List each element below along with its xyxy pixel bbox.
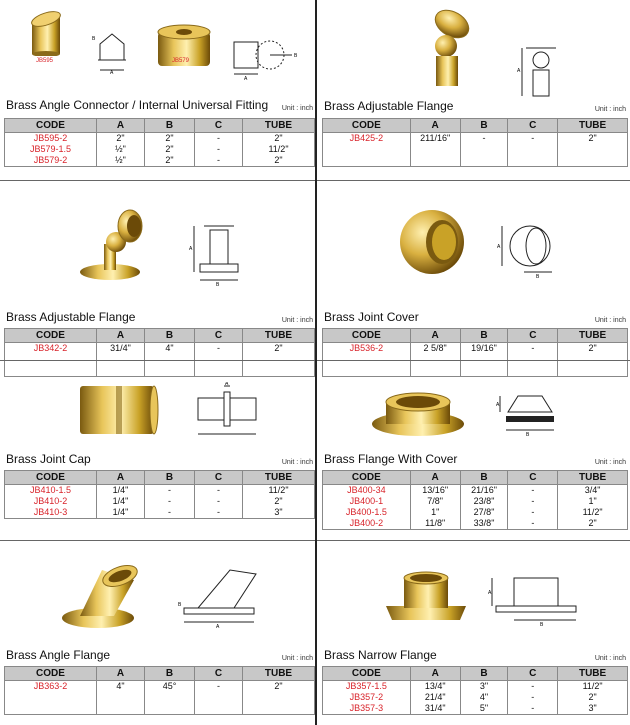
column-header-c: C (508, 667, 558, 681)
cell-a: 2 5/8" (410, 343, 460, 355)
jb595-photo (20, 6, 72, 56)
cell-tube: 1" (558, 496, 628, 507)
jb363-photo (58, 562, 158, 632)
cell-a: 7/8" (410, 496, 460, 507)
cell-a (410, 144, 460, 155)
section-divider (0, 540, 315, 541)
column-header-c: C (508, 119, 558, 133)
section-angle-connector (2, 0, 315, 180)
table-row (5, 681, 315, 693)
cell-b: 2" (145, 155, 195, 167)
table-header-row (5, 471, 315, 485)
cell-tube: 2" (558, 133, 628, 145)
section-title: Brass Flange With Cover (324, 452, 458, 466)
section-header (6, 98, 313, 112)
svg-text:A: A (488, 590, 492, 596)
column-divider (315, 0, 317, 725)
table-row (5, 144, 315, 155)
cell-a (97, 692, 145, 703)
column-header-a: A (410, 119, 460, 133)
cell-c: - (508, 485, 558, 497)
column-header-b: B (145, 667, 195, 681)
table-row (5, 485, 315, 497)
jb579-drawing (230, 34, 302, 80)
table-header-row (323, 471, 628, 485)
cell-a: ½" (97, 155, 145, 167)
table-header-row (323, 667, 628, 681)
section-angle-flange (2, 542, 315, 720)
jb357-drawing (488, 572, 584, 628)
section-title: Brass Adjustable Flange (324, 99, 454, 113)
table-row (5, 496, 315, 507)
svg-text:A: A (216, 624, 220, 630)
jb410-drawing (190, 382, 272, 444)
cell-c: - (195, 133, 243, 145)
jb595-caption: JB595 (36, 58, 54, 64)
table-row (323, 692, 628, 703)
cell-b (460, 155, 508, 167)
cell-b: 45° (145, 681, 195, 693)
jb536-drawing (496, 220, 566, 280)
cell-b: 27/8" (460, 507, 508, 518)
cell-tube: 3/4" (558, 485, 628, 497)
column-header-c: C (195, 329, 243, 343)
cell-b: - (145, 485, 195, 497)
cell-c (508, 155, 558, 167)
section-header (324, 98, 626, 113)
cell-tube: 2" (243, 343, 315, 355)
svg-text:B: B (536, 274, 540, 280)
cell-a (410, 155, 460, 167)
cell-b: 5" (460, 703, 508, 715)
section-header (324, 648, 626, 662)
section-joint-cap (2, 362, 315, 540)
section-title: Brass Angle Flange (6, 648, 111, 662)
unit-label: Unit : inch (594, 106, 626, 113)
section-joint-cover (320, 182, 628, 360)
cell-a: ½" (97, 144, 145, 155)
svg-text:B: B (294, 53, 298, 59)
cell-code (323, 155, 411, 167)
table-row (5, 343, 315, 355)
spec-table (322, 470, 628, 530)
cell-code: JB410-3 (5, 507, 97, 519)
cell-code: JB410-2 (5, 496, 97, 507)
cell-tube: 2" (243, 681, 315, 693)
cell-code (323, 144, 411, 155)
svg-text:A: A (244, 76, 248, 80)
spec-table (322, 118, 628, 167)
table-row (323, 343, 628, 355)
cell-c (195, 692, 243, 703)
table-row (323, 703, 628, 715)
cell-code: JB579-1.5 (5, 144, 97, 155)
column-header-a: A (410, 471, 460, 485)
unit-label: Unit : inch (594, 655, 626, 662)
cell-tube: 2" (558, 518, 628, 530)
column-header-c: C (195, 119, 243, 133)
svg-text:A: A (497, 244, 501, 250)
cell-b: - (145, 507, 195, 519)
column-header-b: B (460, 119, 508, 133)
svg-text:A: A (225, 382, 229, 387)
cell-code: JB357-1.5 (323, 681, 411, 693)
section-header (324, 452, 626, 466)
cell-c: - (195, 496, 243, 507)
svg-text:B: B (92, 36, 96, 42)
jb357-photo (380, 566, 472, 628)
column-header-tube: TUBE (558, 667, 628, 681)
column-header-a: A (97, 329, 145, 343)
cell-b: 3" (460, 681, 508, 693)
cell-c: - (508, 703, 558, 715)
jb342-drawing (188, 220, 248, 290)
cell-a: 21/4" (410, 692, 460, 703)
table-row (323, 496, 628, 507)
column-header-b: B (460, 471, 508, 485)
column-header-c: C (195, 667, 243, 681)
column-header-tube: TUBE (558, 119, 628, 133)
section-divider (317, 360, 630, 361)
cell-code: JB363-2 (5, 681, 97, 693)
cell-a: 1/4" (97, 507, 145, 519)
column-header-tube: TUBE (243, 471, 315, 485)
table-row (5, 507, 315, 519)
spec-table (4, 118, 315, 167)
cell-tube: 11/2" (243, 144, 315, 155)
cell-b: 4" (460, 692, 508, 703)
column-header-a: A (410, 329, 460, 343)
table-row (323, 507, 628, 518)
cell-tube: 2" (243, 496, 315, 507)
cell-c: - (195, 144, 243, 155)
section-narrow-flange (320, 542, 628, 720)
jb425-drawing (516, 42, 566, 102)
section-title: Brass Narrow Flange (324, 648, 437, 662)
cell-b: 2" (145, 144, 195, 155)
spec-table (4, 470, 315, 519)
cell-a: 1/4" (97, 485, 145, 497)
cell-code: JB400-1 (323, 496, 411, 507)
column-header-b: B (145, 119, 195, 133)
cell-tube: 2" (243, 155, 315, 167)
cell-code: JB536-2 (323, 343, 411, 355)
cell-a: 13/16" (410, 485, 460, 497)
jb595-drawing (88, 30, 138, 80)
cell-code: JB400-1.5 (323, 507, 411, 518)
cell-c: - (195, 507, 243, 519)
cell-c: - (195, 681, 243, 693)
column-header-tube: TUBE (558, 471, 628, 485)
cell-tube: 11/2" (243, 485, 315, 497)
table-row (323, 485, 628, 497)
cell-b (145, 692, 195, 703)
column-header-b: B (145, 329, 195, 343)
jb425-photo (418, 2, 478, 92)
cell-b (460, 144, 508, 155)
cell-b (145, 703, 195, 715)
section-title: Brass Joint Cover (324, 310, 419, 324)
cell-b: 19/16" (460, 343, 508, 355)
column-header-c: C (508, 471, 558, 485)
cell-b: 2" (145, 133, 195, 145)
section-title: Brass Joint Cap (6, 452, 91, 466)
cell-code: JB400-34 (323, 485, 411, 497)
section-title: Brass Adjustable Flange (6, 310, 136, 324)
unit-label: Unit : inch (281, 459, 313, 466)
unit-label: Unit : inch (281, 655, 313, 662)
table-header-row (323, 119, 628, 133)
section-adjustable-flange-2 (2, 182, 315, 360)
column-header-tube: TUBE (243, 119, 315, 133)
cell-a: 2" (97, 133, 145, 145)
section-divider (0, 360, 315, 361)
table-row (5, 133, 315, 145)
column-header-b: B (145, 471, 195, 485)
column-header-a: A (97, 667, 145, 681)
column-header-b: B (460, 667, 508, 681)
column-header-tube: TUBE (243, 329, 315, 343)
cell-a: 13/4" (410, 681, 460, 693)
section-flange-with-cover (320, 362, 628, 540)
section-header (6, 310, 313, 324)
section-header (6, 452, 313, 466)
unit-label: Unit : inch (281, 105, 313, 112)
cell-tube: 3" (558, 703, 628, 715)
svg-text:B: B (540, 622, 544, 628)
cell-b: 23/8" (460, 496, 508, 507)
column-header-tube: TUBE (558, 329, 628, 343)
column-header-a: A (97, 119, 145, 133)
table-header-row (5, 119, 315, 133)
cell-b: 33/8" (460, 518, 508, 530)
cell-a: 1/4" (97, 496, 145, 507)
cell-code: JB425-2 (323, 133, 411, 145)
section-header (324, 310, 626, 324)
column-header-a: A (97, 471, 145, 485)
jb363-drawing (176, 568, 266, 630)
column-header-code: CODE (5, 329, 97, 343)
table-header-row (323, 329, 628, 343)
cell-a (97, 703, 145, 715)
cell-code: JB595-2 (5, 133, 97, 145)
cell-code: JB342-2 (5, 343, 97, 355)
table-row (323, 144, 628, 155)
cell-tube (243, 692, 315, 703)
unit-label: Unit : inch (594, 317, 626, 324)
cell-code (5, 703, 97, 715)
cell-tube (243, 703, 315, 715)
column-header-code: CODE (5, 119, 97, 133)
jb579-caption: JB579 (172, 58, 190, 64)
column-header-a: A (410, 667, 460, 681)
cell-c (508, 144, 558, 155)
cell-code: JB410-1.5 (5, 485, 97, 497)
svg-text:A: A (496, 402, 500, 408)
cell-c: - (508, 133, 558, 145)
svg-text:A: A (517, 68, 521, 74)
cell-a: 211/16" (410, 133, 460, 145)
cell-c: - (508, 343, 558, 355)
jb410-photo (72, 380, 162, 442)
cell-tube: 2" (558, 692, 628, 703)
cell-b: - (460, 133, 508, 145)
unit-label: Unit : inch (281, 317, 313, 324)
spec-table (4, 666, 315, 715)
column-header-code: CODE (323, 667, 411, 681)
section-divider (0, 180, 315, 181)
column-header-code: CODE (323, 471, 411, 485)
jb400-photo (368, 380, 468, 442)
svg-text:B: B (178, 602, 182, 608)
table-header-row (5, 329, 315, 343)
table-row (5, 703, 315, 715)
column-header-code: CODE (323, 329, 411, 343)
column-header-c: C (195, 471, 243, 485)
cell-c: - (195, 485, 243, 497)
cell-code: JB579-2 (5, 155, 97, 167)
column-header-code: CODE (323, 119, 411, 133)
column-header-c: C (508, 329, 558, 343)
table-row (5, 692, 315, 703)
column-header-b: B (460, 329, 508, 343)
cell-tube (558, 144, 628, 155)
cell-code: JB357-2 (323, 692, 411, 703)
svg-text:A: A (189, 246, 193, 252)
cell-c: - (508, 518, 558, 530)
table-header-row (5, 667, 315, 681)
jb400-drawing (496, 390, 562, 442)
cell-b: 4" (145, 343, 195, 355)
cell-code: JB400-2 (323, 518, 411, 530)
section-divider (317, 540, 630, 541)
svg-text:B: B (526, 432, 530, 438)
cell-b: 21/16" (460, 485, 508, 497)
cell-tube: 11/2" (558, 681, 628, 693)
cell-c: - (195, 343, 243, 355)
cell-a: 1" (410, 507, 460, 518)
cell-tube: 3" (243, 507, 315, 519)
cell-code: JB357-3 (323, 703, 411, 715)
cell-c (195, 703, 243, 715)
cell-b: - (145, 496, 195, 507)
cell-code (5, 692, 97, 703)
section-title: Brass Angle Connector / Internal Universal Fitting (6, 98, 269, 112)
unit-label: Unit : inch (594, 459, 626, 466)
cell-c: - (195, 155, 243, 167)
cell-tube: 2" (558, 343, 628, 355)
table-row (323, 518, 628, 530)
cell-a: 31/4" (97, 343, 145, 355)
section-divider (317, 180, 630, 181)
cell-a: 31/4" (410, 703, 460, 715)
svg-text:A: A (110, 70, 114, 76)
cell-c: - (508, 496, 558, 507)
section-adjustable-flange-1 (320, 0, 628, 180)
spec-table (322, 666, 628, 715)
cell-c: - (508, 681, 558, 693)
jb342-photo (76, 204, 156, 284)
table-row (5, 155, 315, 167)
cell-tube: 11/2" (558, 507, 628, 518)
cell-c: - (508, 507, 558, 518)
section-header (6, 648, 313, 662)
svg-text:B: B (216, 282, 220, 288)
table-row (323, 681, 628, 693)
cell-a: 11/8" (410, 518, 460, 530)
table-row (323, 133, 628, 145)
column-header-tube: TUBE (243, 667, 315, 681)
cell-tube: 2" (243, 133, 315, 145)
column-header-code: CODE (5, 471, 97, 485)
column-header-code: CODE (5, 667, 97, 681)
jb536-photo (396, 206, 472, 278)
cell-tube (558, 155, 628, 167)
table-row (323, 155, 628, 167)
cell-a: 4" (97, 681, 145, 693)
cell-c: - (508, 692, 558, 703)
